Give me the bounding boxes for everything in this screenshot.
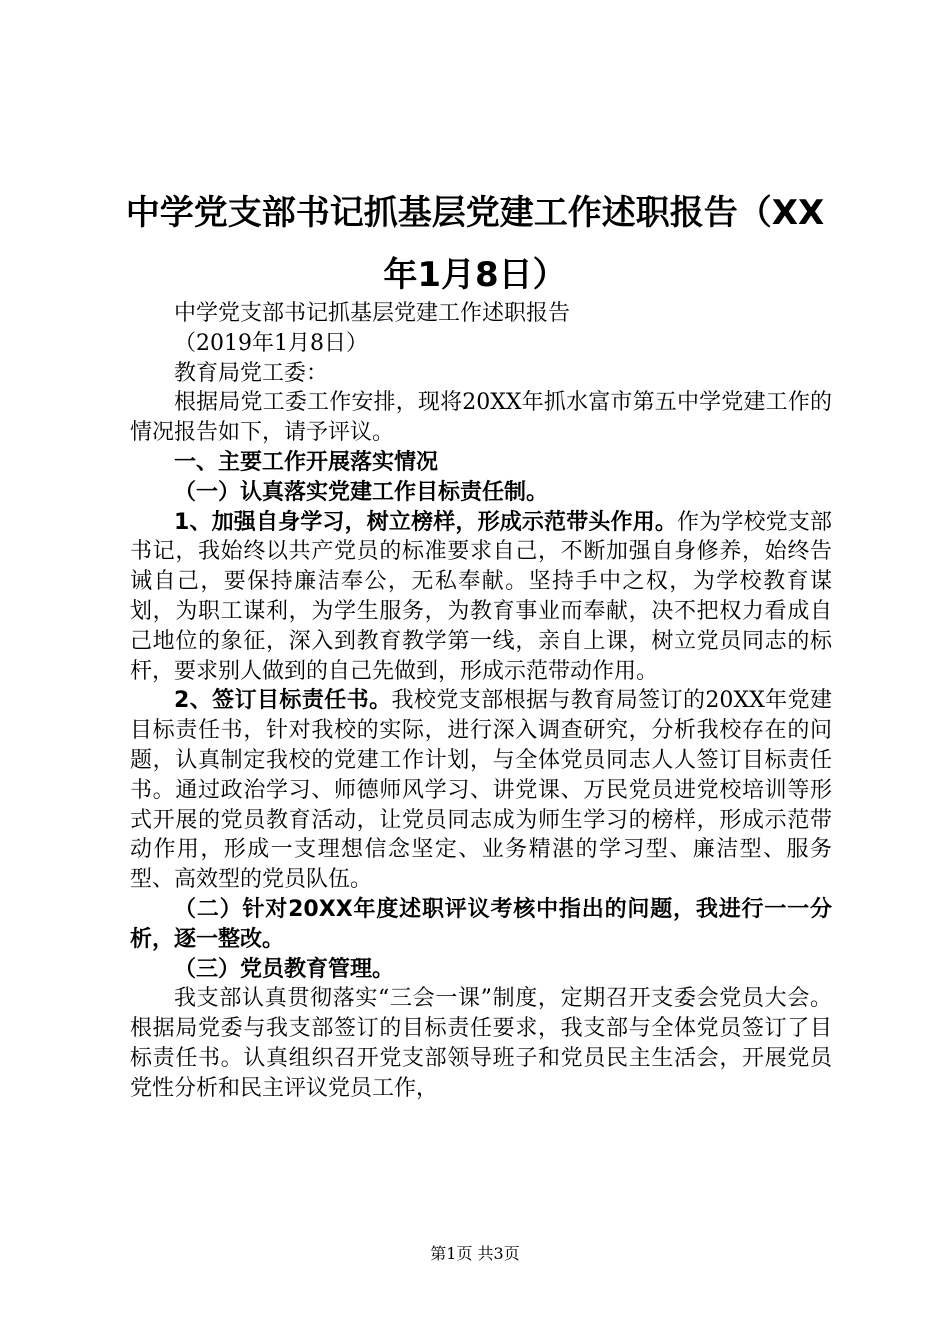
subsection-heading-2: （二）针对20XX年度述职评议考核中指出的问题，我进行一一分析，逐一整改。 (130, 896, 832, 952)
item-1-lead: 1、加强自身学习，树立榜样，形成示范带头作用。 (174, 509, 678, 535)
paragraph-3: 我支部认真贯彻落实“三会一课”制度，定期召开支委会党员大会。根据局党委与我支部签订的目标责任要求，我支部与全体党员签订了目标责任书。认真组织召开党支部领导班子和党员民主生活会，开展党员党性分析和民主评议党员工作， (130, 986, 832, 1101)
report-date: （2019年1月8日） (174, 330, 368, 356)
item-2-text: 我校党支部根据与教育局签订的20XX年党建目标责任书，针对我校的实际，进行深入调查研究，分析我校存在的问题，认真制定我校的党建工作计划，与全体党员同志人人签订目标责任书。通过政治学习、师德师风学习、讲党课、万民党员进党校培训等形式开展的党员教育活动，让党员同志成为师生学习的榜样，形成示范带动作用，形成一支理想信念坚定、业务精湛的学习型、廉洁型、服务型、高效型的党员队伍。 (130, 688, 832, 893)
section-heading-1: 一、主要工作开展落实情况 (174, 449, 439, 475)
document-title: 中学党支部书记抓基层党建工作述职报告（XX年1月8日） (125, 193, 825, 295)
intro-paragraph: 根据局党工委工作安排，现将20XX年抓水富市第五中学党建工作的情况报告如下，请予评议。 (130, 390, 832, 446)
subsection-heading-1: （一）认真落实党建工作目标责任制。 (174, 479, 549, 505)
page-footer: 第1页 共3页 (430, 1244, 520, 1263)
item-1-text: 作为学校党支部书记，我始终以共产党员的标准要求自己，不断加强自身修养，始终告诫自己，要保持廉洁奉公，无私奉献。坚持手中之权，为学校教育谋划，为职工谋利，为学生服务，为教育事业而奉献，决不把权力看成自己地位的象征，深入到教育教学第一线，亲自上课，树立党员同志的标杆，要求别人做到的自己先做到，形成示范带动作用。 (130, 509, 832, 684)
paragraph-item-2 (130, 686, 832, 895)
paragraph-item-1 (130, 508, 832, 687)
document-body (130, 299, 832, 1104)
subsection-heading-3: （三）党员教育管理。 (174, 956, 395, 982)
salutation: 教育局党工委： (174, 360, 329, 386)
subtitle: 中学党支部书记抓基层党建工作述职报告 (174, 301, 571, 326)
item-2-lead: 2、签订目标责任书。 (174, 688, 392, 714)
